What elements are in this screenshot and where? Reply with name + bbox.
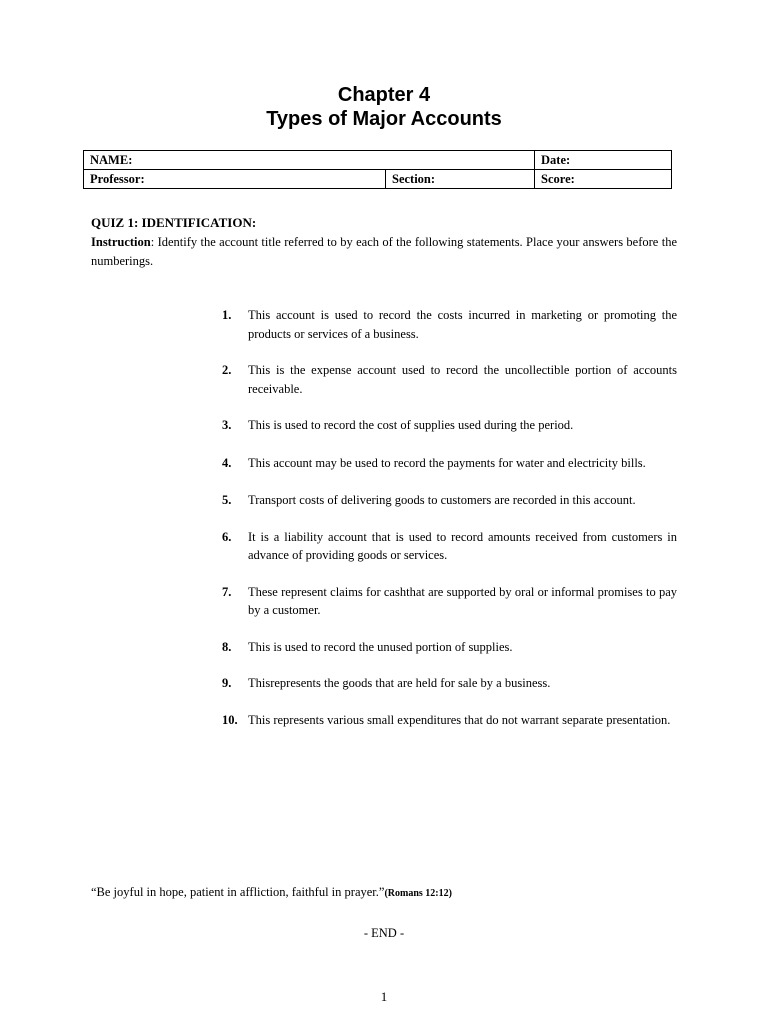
item-number: 1. (222, 308, 232, 322)
list-item (222, 638, 677, 657)
list-item (222, 528, 677, 565)
list-item (222, 674, 677, 693)
item-text: This represents various small expenditures that do not warrant separate presentation. (248, 712, 671, 727)
item-text: This account may be used to record the payments for water and electricity bills. (248, 455, 646, 470)
date-field[interactable]: Date: (535, 151, 672, 170)
item-number: 8. (222, 639, 232, 654)
list-item (222, 361, 677, 398)
chapter-title: Chapter 4 (337, 84, 431, 106)
chapter-subtitle: Types of Major Accounts (266, 108, 502, 130)
name-field[interactable]: NAME: (84, 151, 535, 170)
end-marker: - END - (363, 926, 405, 940)
item-number: 3. (222, 418, 232, 432)
professor-field[interactable]: Professor: (84, 170, 386, 189)
student-info-table (83, 150, 672, 189)
quote-reference: (Romans 12:12) (384, 888, 452, 899)
item-text: Thisrepresents the goods that are held for sale by a business. (248, 676, 551, 690)
bible-quote (91, 885, 452, 900)
info-row-2 (84, 170, 672, 189)
list-item (222, 416, 677, 435)
instruction-paragraph (91, 233, 677, 271)
list-item (222, 711, 677, 730)
item-text: These represent claims for cashthat are supported by oral or informal promises to pay by a customer. (248, 584, 677, 617)
quote-text: “Be joyful in hope, patient in affliction, faithful in prayer.” (91, 885, 385, 899)
title-block (0, 84, 768, 131)
section-field[interactable]: Section: (386, 170, 535, 189)
instruction-text: : Identify the account title referred to by each of the following statements. Place your answers before the numberings. (91, 235, 677, 268)
score-field[interactable]: Score: (535, 170, 672, 189)
item-text: This is used to record the unused portion of supplies. (248, 639, 513, 654)
item-number: 6. (222, 529, 232, 544)
list-item (222, 306, 677, 343)
item-number: 10. (222, 712, 238, 727)
item-number: 4. (222, 455, 232, 470)
list-item (222, 454, 677, 473)
item-number: 9. (222, 676, 232, 690)
item-text: This is used to record the cost of supplies used during the period. (248, 418, 574, 432)
item-number: 5. (222, 493, 232, 507)
info-row-1 (84, 151, 672, 170)
item-number: 2. (222, 363, 232, 377)
item-text: This is the expense account used to record the uncollectible portion of accounts receivable. (248, 363, 677, 396)
quiz-heading: QUIZ 1: IDENTIFICATION: (91, 215, 257, 230)
question-list (222, 306, 677, 729)
list-item (222, 491, 677, 510)
item-text: Transport costs of delivering goods to customers are recorded in this account. (248, 493, 636, 507)
item-text: It is a liability account that is used to record amounts received from customers in advance of providing goods or services. (248, 529, 677, 562)
item-text: This account is used to record the costs incurred in marketing or promoting the products or services of a business. (248, 308, 677, 341)
item-number: 7. (222, 584, 232, 599)
list-item (222, 583, 677, 620)
instruction-label: Instruction (91, 235, 151, 249)
page-number: 1 (380, 989, 388, 1004)
